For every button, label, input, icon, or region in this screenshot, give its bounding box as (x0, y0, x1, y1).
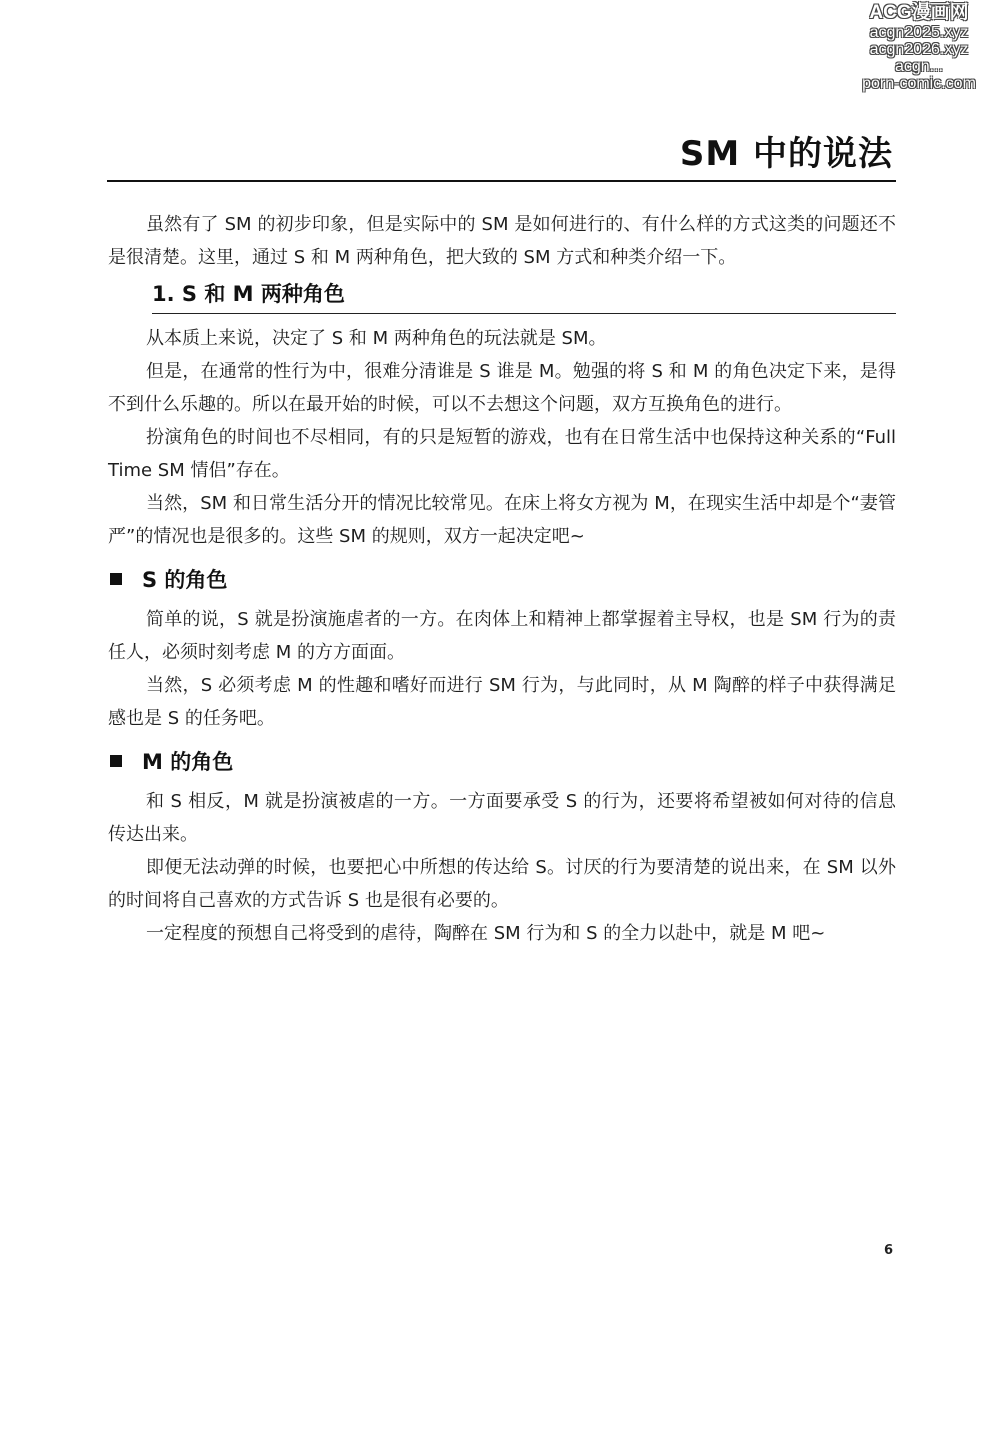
subheading-label: M 的角色 (142, 750, 234, 774)
paragraph: 当然，S 必须考虑 M 的性趣和嗜好而进行 SM 行为，与此同时，从 M 陶醉的样子中获得满足感也是 S 的任务吧。 (108, 675, 896, 729)
paragraph: 一定程度的预想自己将受到的虐待，陶醉在 SM 行为和 S 的全力以赴中，就是 M 吧~ (146, 923, 826, 944)
paragraph: 简单的说，S 就是扮演施虐者的一方。在肉体上和精神上都掌握着主导权，也是 SM 行为的责任人，必须时刻考虑 M 的方方面面。 (108, 609, 896, 663)
intro-paragraph: 虽然有了 SM 的初步印象，但是实际中的 SM 是如何进行的、有什么样的方式这类的问题还不是很清楚。这里，通过 S 和 M 两种角色，把大致的 SM 方式和种类介绍一下。 (108, 214, 896, 268)
paragraph: 但是，在通常的性行为中，很难分清谁是 S 谁是 M。勉强的将 S 和 M 的角色决定下来，是得不到什么乐趣的。所以在最开始的时候，可以不去想这个问题，双方互换角色的进行。 (108, 361, 896, 415)
page-number: 6 (884, 1243, 894, 1258)
paragraph: 和 S 相反，M 就是扮演被虐的一方。一方面要承受 S 的行为，还要将希望被如何对待的信息传达出来。 (108, 791, 896, 845)
watermark-line: acgn2025.xyz (869, 24, 969, 41)
subheading-m-role (108, 745, 896, 779)
paragraph: 当然，SM 和日常生活分开的情况比较常见。在床上将女方视为 M，在现实生活中却是个“妻管严”的情况也是很多的。这些 SM 的规则，双方一起决定吧~ (108, 493, 896, 547)
subheading-label: S 的角色 (142, 568, 228, 592)
square-bullet-icon (110, 755, 122, 767)
watermark-line: acgn2026.xyz (869, 41, 969, 58)
title-divider (107, 180, 896, 182)
paragraph: 从本质上来说，决定了 S 和 M 两种角色的玩法就是 SM。 (146, 328, 607, 349)
watermark (844, 2, 994, 92)
paragraph: 扮演角色的时间也不尽相同，有的只是短暂的游戏，也有在日常生活中也保持这种关系的“Full Time SM 情侣”存在。 (108, 427, 896, 481)
watermark-line: acgn... (894, 58, 944, 75)
subheading-s-role (108, 563, 896, 597)
square-bullet-icon (110, 573, 122, 585)
paragraph: 即便无法动弹的时候，也要把心中所想的传达给 S。讨厌的行为要清楚的说出来，在 SM 以外的时间将自己喜欢的方式告诉 S 也是很有必要的。 (108, 857, 896, 911)
watermark-title: ACG漫画网 (869, 2, 969, 23)
watermark-line: porn-comic.com (862, 75, 976, 92)
page-title: SM 中的说法 (679, 134, 893, 174)
section-heading-roles: 1. S 和 M 两种角色 (152, 280, 896, 314)
document-body (108, 208, 896, 950)
